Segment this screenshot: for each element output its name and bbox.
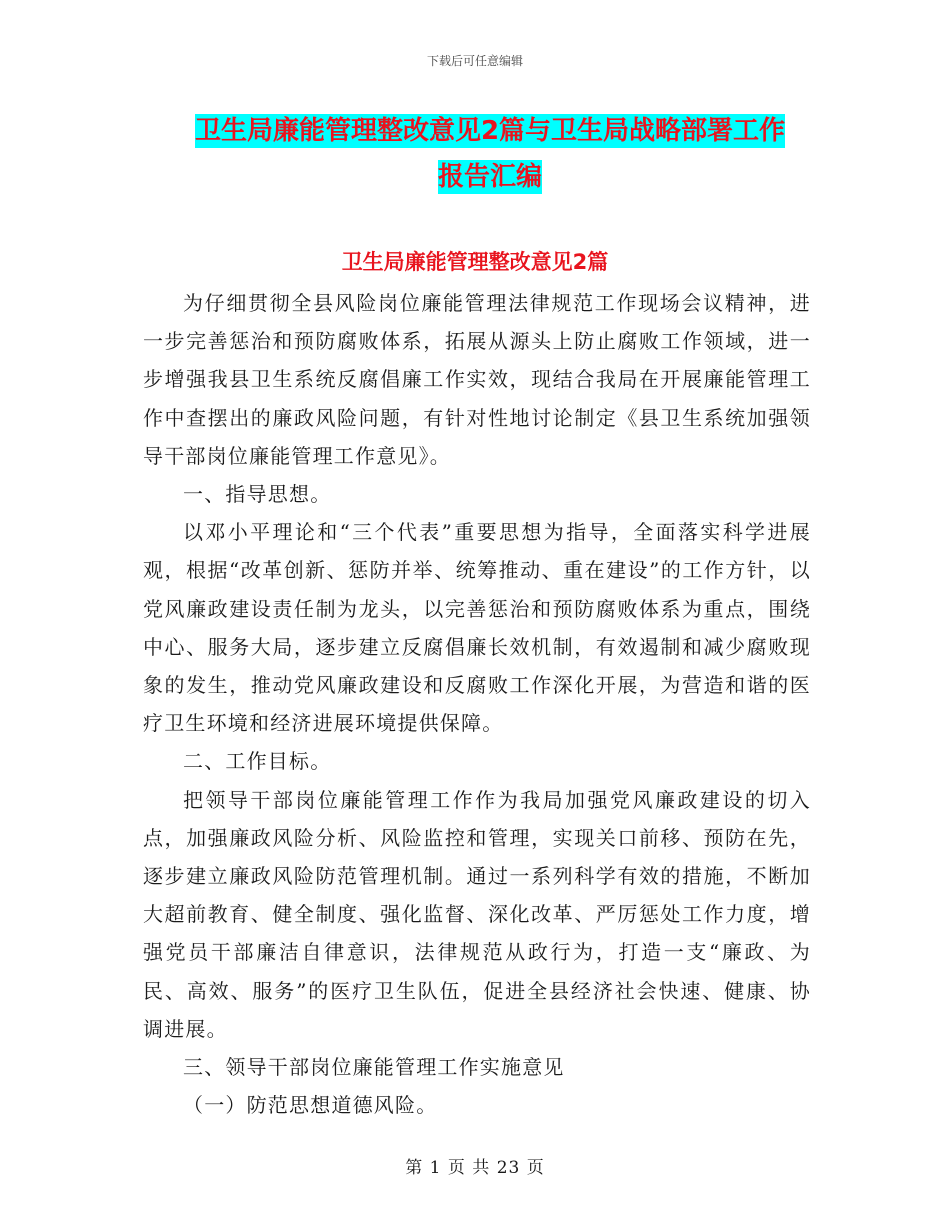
document-title-line1: 卫生局廉能管理整改意见2篇与卫生局战略部署工作 [194, 116, 786, 146]
paragraph-intro: 为仔细贯彻全县风险岗位廉能管理法律规范工作现场会议精神，进一步完善惩治和预防腐败体系，拓展从源头上防止腐败工作领域，进一步增强我县卫生系统反腐倡廉工作实效，现结合我局在开展廉能管理工作中查摆出的廉政风险问题，有针对性地讨论制定《县卫生系统加强领导干部岗位廉能管理工作意见》。 [143, 291, 811, 468]
page-number: 第 1 页 共 23 页 [405, 1158, 545, 1178]
document-title-line2: 报告汇编 [437, 162, 542, 192]
paragraph-guiding-thought: 以邓小平理论和“三个代表”重要思想为指导，全面落实科学进展观，根据“改革创新、惩防并举、统筹推动、重在建设”的工作方针，以党风廉政建设责任制为龙头，以完善惩治和预防腐败体系为重点，围绕中心、服务大局，逐步建立反腐倡廉长效机制，有效遏制和减少腐败现象的发生，推动党风廉政建设和反腐败工作深化开展，为营造和谐的医疗卫生环境和经济进展环境提供保障。 [143, 520, 811, 736]
header-note: 下载后可任意编辑 [426, 54, 523, 68]
document-title [140, 108, 840, 200]
paragraph-work-goals: 把领导干部岗位廉能管理工作作为我局加强党风廉政建设的切入点，加强廉政风险分析、风险监控和管理，实现关口前移、预防在先，逐步建立廉政风险防范管理机制。通过一系列科学有效的措施，不断加大超前教育、健全制度、强化监督、深化改革、严厉惩处工作力度，增强党员干部廉洁自律意识，法律规范从政行为，打造一支“廉政、为民、高效、服务”的医疗卫生队伍，促进全县经济社会快速、健康、协调进展。 [143, 787, 811, 1041]
heading-implementation: 三、领导干部岗位廉能管理工作实施意见 [183, 1055, 565, 1080]
section-title: 卫生局廉能管理整改意见2篇 [341, 250, 609, 274]
document-body [143, 284, 811, 1124]
heading-work-goals: 二、工作目标。 [183, 749, 332, 774]
subheading-moral-risk: （一）防范思想道德风险。 [183, 1093, 438, 1118]
heading-guiding-thought: 一、指导思想。 [183, 482, 332, 507]
